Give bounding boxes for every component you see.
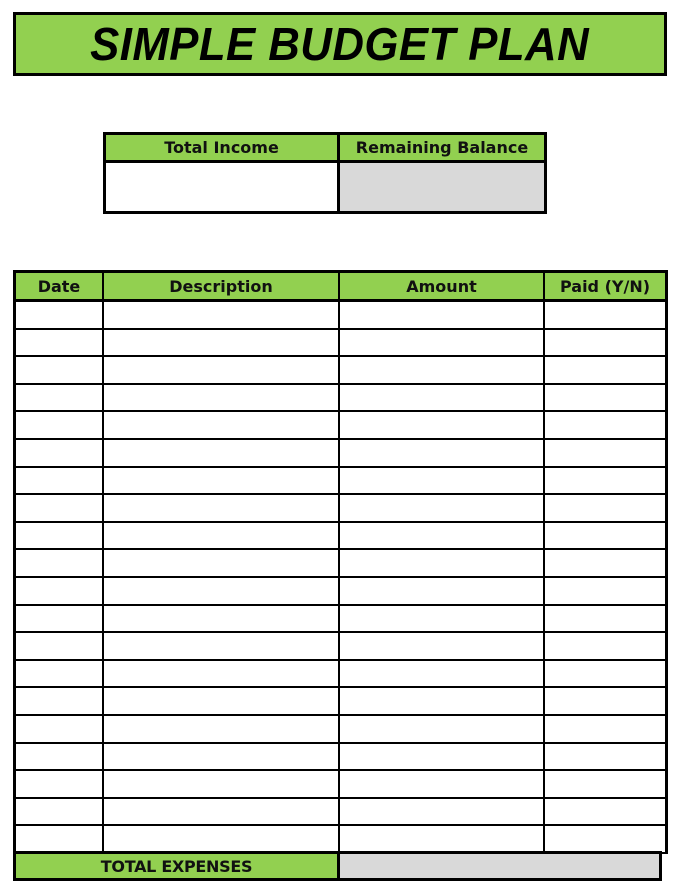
table-row <box>16 606 665 634</box>
column-header-paid: Paid (Y/N) <box>559 276 651 296</box>
amount-cell[interactable] <box>340 771 545 797</box>
table-row <box>16 633 665 661</box>
table-row <box>16 826 665 854</box>
column-header-date: Date <box>16 273 104 299</box>
paid-cell[interactable] <box>545 330 665 356</box>
remaining-balance-header: Remaining Balance <box>340 135 544 163</box>
table-row <box>16 357 665 385</box>
date-cell[interactable] <box>16 771 104 797</box>
description-cell[interactable] <box>104 440 340 466</box>
date-cell[interactable] <box>16 385 104 411</box>
date-cell[interactable] <box>16 661 104 687</box>
table-row <box>16 578 665 606</box>
paid-cell[interactable] <box>545 799 665 825</box>
paid-cell[interactable] <box>545 826 665 852</box>
amount-cell[interactable] <box>340 606 545 632</box>
amount-cell[interactable] <box>340 495 545 521</box>
description-cell[interactable] <box>104 771 340 797</box>
table-row <box>16 468 665 496</box>
amount-cell[interactable] <box>340 302 545 328</box>
amount-cell[interactable] <box>340 716 545 742</box>
date-cell[interactable] <box>16 688 104 714</box>
description-cell[interactable] <box>104 330 340 356</box>
date-cell[interactable] <box>16 468 104 494</box>
amount-cell[interactable] <box>340 357 545 383</box>
paid-cell[interactable] <box>545 716 665 742</box>
description-cell[interactable] <box>104 302 340 328</box>
amount-cell[interactable] <box>340 688 545 714</box>
table-row <box>16 412 665 440</box>
amount-cell[interactable] <box>340 799 545 825</box>
date-cell[interactable] <box>16 606 104 632</box>
description-cell[interactable] <box>104 357 340 383</box>
paid-cell[interactable] <box>545 412 665 438</box>
total-expenses-label: TOTAL EXPENSES <box>16 854 340 878</box>
table-row <box>16 716 665 744</box>
table-row <box>16 550 665 578</box>
table-row <box>16 744 665 772</box>
description-cell[interactable] <box>104 385 340 411</box>
date-cell[interactable] <box>16 357 104 383</box>
date-cell[interactable] <box>16 633 104 659</box>
date-cell[interactable] <box>16 799 104 825</box>
date-cell[interactable] <box>16 578 104 604</box>
paid-cell[interactable] <box>545 633 665 659</box>
paid-cell[interactable] <box>545 440 665 466</box>
date-cell[interactable] <box>16 826 104 852</box>
amount-cell[interactable] <box>340 440 545 466</box>
date-cell[interactable] <box>16 744 104 770</box>
date-cell[interactable] <box>16 302 104 328</box>
remaining-balance-field <box>340 163 544 211</box>
paid-cell[interactable] <box>545 523 665 549</box>
paid-cell[interactable] <box>545 550 665 576</box>
table-row <box>16 440 665 468</box>
description-cell[interactable] <box>104 661 340 687</box>
amount-cell[interactable] <box>340 412 545 438</box>
date-cell[interactable] <box>16 523 104 549</box>
table-row <box>16 523 665 551</box>
amount-cell[interactable] <box>340 550 545 576</box>
description-cell[interactable] <box>104 633 340 659</box>
paid-cell[interactable] <box>545 385 665 411</box>
paid-cell[interactable] <box>545 744 665 770</box>
table-row <box>16 302 665 330</box>
paid-cell[interactable] <box>545 606 665 632</box>
amount-cell[interactable] <box>340 826 545 852</box>
amount-cell[interactable] <box>340 385 545 411</box>
paid-cell[interactable] <box>545 357 665 383</box>
table-row <box>16 661 665 689</box>
amount-cell[interactable] <box>340 523 545 549</box>
date-cell[interactable] <box>16 412 104 438</box>
description-cell[interactable] <box>104 716 340 742</box>
description-cell[interactable] <box>104 412 340 438</box>
page-title: SIMPLE BUDGET PLAN <box>90 18 590 70</box>
paid-cell[interactable] <box>545 688 665 714</box>
total-income-field[interactable] <box>106 163 340 211</box>
summary-table <box>103 132 547 214</box>
paid-cell[interactable] <box>545 302 665 328</box>
amount-cell[interactable] <box>340 468 545 494</box>
paid-cell[interactable] <box>545 771 665 797</box>
total-expenses-value <box>340 854 659 878</box>
description-cell[interactable] <box>104 495 340 521</box>
table-row <box>16 385 665 413</box>
date-cell[interactable] <box>16 495 104 521</box>
column-header-description: Description <box>104 273 340 299</box>
table-row <box>16 799 665 827</box>
description-cell[interactable] <box>104 468 340 494</box>
expense-ledger <box>13 270 668 854</box>
total-expenses-row <box>13 851 662 881</box>
date-cell[interactable] <box>16 330 104 356</box>
date-cell[interactable] <box>16 440 104 466</box>
date-cell[interactable] <box>16 550 104 576</box>
description-cell[interactable] <box>104 606 340 632</box>
paid-cell[interactable] <box>545 661 665 687</box>
paid-cell[interactable] <box>545 578 665 604</box>
column-header-amount: Amount <box>340 273 545 299</box>
amount-cell[interactable] <box>340 578 545 604</box>
total-income-header: Total Income <box>106 135 340 163</box>
description-cell[interactable] <box>104 578 340 604</box>
table-row <box>16 771 665 799</box>
description-cell[interactable] <box>104 799 340 825</box>
title-banner <box>13 12 667 76</box>
amount-cell[interactable] <box>340 330 545 356</box>
paid-cell[interactable] <box>545 495 665 521</box>
description-cell[interactable] <box>104 550 340 576</box>
amount-cell[interactable] <box>340 633 545 659</box>
table-row <box>16 688 665 716</box>
description-cell[interactable] <box>104 744 340 770</box>
ledger-header-row <box>16 273 665 302</box>
description-cell[interactable] <box>104 826 340 852</box>
date-cell[interactable] <box>16 716 104 742</box>
paid-cell[interactable] <box>545 468 665 494</box>
amount-cell[interactable] <box>340 744 545 770</box>
amount-cell[interactable] <box>340 661 545 687</box>
description-cell[interactable] <box>104 523 340 549</box>
table-row <box>16 330 665 358</box>
table-row <box>16 495 665 523</box>
description-cell[interactable] <box>104 688 340 714</box>
